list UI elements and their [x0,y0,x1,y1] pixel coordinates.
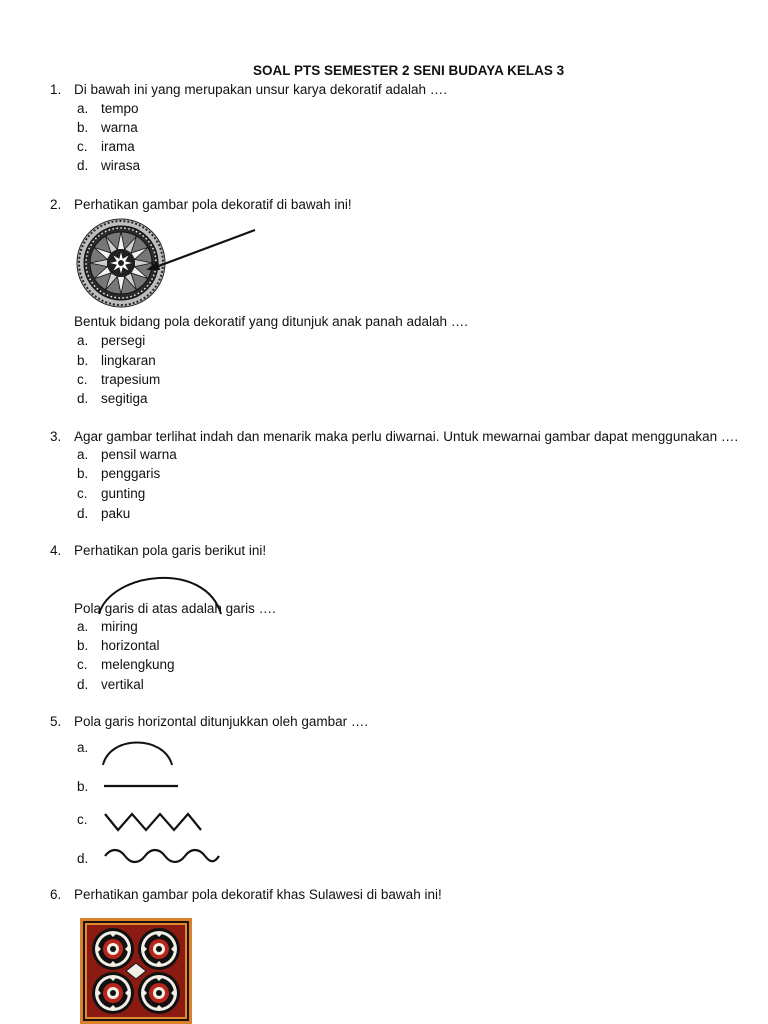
question-text: Di bawah ini yang merupakan unsur karya dekoratif adalah …. [74,82,447,97]
option-letter: d. [77,391,89,406]
option-letter: d. [77,158,89,173]
option-letter: d. [77,851,89,866]
question-number: 4. [50,543,62,558]
question-followup: Bentuk bidang pola dekoratif yang ditunjuk anak panah adalah …. [74,314,469,329]
option-letter: b. [77,779,89,794]
curved-line-figure [95,566,225,618]
option-letter: c. [77,139,88,154]
question-text: Perhatikan gambar pola dekoratif khas Sulawesi di bawah ini! [74,887,442,902]
option-letter: c. [77,812,88,827]
arc-line-icon [100,735,176,769]
option-letter: b. [77,466,89,481]
question-followup: Pola garis di atas adalah garis …. [74,601,276,616]
option-letter: b. [77,353,89,368]
option-text: warna [101,120,138,135]
straight-line-icon [103,782,179,790]
option-text: melengkung [101,657,175,672]
option-text: persegi [101,333,146,348]
option-text: miring [101,619,138,634]
question-number: 5. [50,714,62,729]
option-letter: a. [77,619,89,634]
option-text: irama [101,139,135,154]
option-letter: d. [77,506,89,521]
option-text: paku [101,506,131,521]
option-text: trapesium [101,372,161,387]
arrow-line [156,230,255,267]
decorative-pattern-figure [74,218,260,308]
option-text: pensil warna [101,447,177,462]
question-text: Perhatikan gambar pola dekoratif di bawah ini! [74,197,352,212]
option-text: lingkaran [101,353,156,368]
question-number: 2. [50,197,62,212]
question-text: Perhatikan pola garis berikut ini! [74,543,267,558]
question-text: Agar gambar terlihat indah dan menarik maka perlu diwarnai. Untuk mewarnai gambar dapat menggunakan …. [74,429,739,444]
option-text: penggaris [101,466,161,481]
option-letter: a. [77,740,89,755]
option-letter: a. [77,101,89,116]
option-letter: b. [77,120,89,135]
option-text: vertikal [101,677,144,692]
zigzag-line-icon [103,810,203,834]
question-number: 3. [50,429,62,444]
question-text: Pola garis horizontal ditunjukkan oleh gambar …. [74,714,369,729]
option-letter: a. [77,333,89,348]
option-letter: c. [77,486,88,501]
option-letter: b. [77,638,89,653]
option-text: wirasa [101,158,141,173]
sulawesi-pattern-figure [80,918,192,1024]
wavy-line-icon [103,848,221,864]
option-text: segitiga [101,391,148,406]
option-letter: d. [77,677,89,692]
question-number: 6. [50,887,62,902]
option-text: horizontal [101,638,160,653]
option-text: tempo [101,101,139,116]
option-text: gunting [101,486,146,501]
question-number: 1. [50,82,62,97]
option-letter: a. [77,447,89,462]
page-title: SOAL PTS SEMESTER 2 SENI BUDAYA KELAS 3 [253,63,565,78]
option-letter: c. [77,372,88,387]
option-letter: c. [77,657,88,672]
